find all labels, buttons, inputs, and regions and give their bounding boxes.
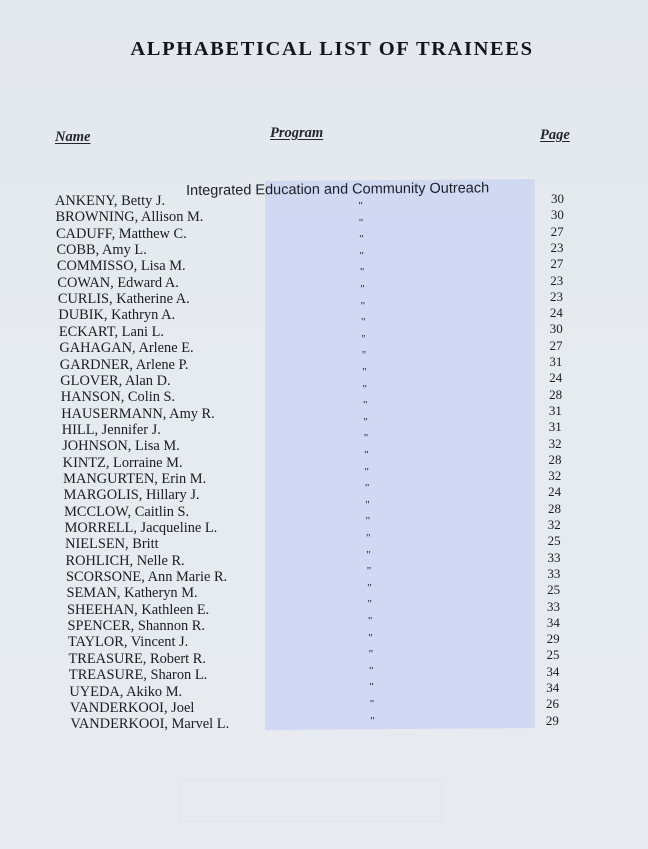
trainee-name: VANDERKOOI, Joel — [69, 699, 195, 716]
trainee-name: COMMISSO, Lisa M. — [56, 258, 186, 275]
ditto-mark: " — [359, 266, 364, 279]
trainee-name: GAHAGAN, Arlene E. — [59, 340, 194, 357]
trainee-name: HILL, Jennifer J. — [61, 421, 161, 438]
trainee-name: VANDERKOOI, Marvel L. — [70, 716, 230, 733]
page-number: 30 — [551, 191, 564, 206]
ditto-mark: " — [360, 299, 365, 312]
page-number: 32 — [547, 517, 561, 532]
trainee-name: TREASURE, Sharon L. — [68, 667, 208, 684]
ditto-mark: " — [368, 648, 373, 661]
trainee-name: JOHNSON, Lisa M. — [62, 438, 180, 455]
trainee-name: HAUSERMANN, Amy R. — [61, 405, 215, 422]
page-number: 32 — [548, 468, 562, 484]
page-number: 31 — [548, 419, 562, 435]
page-number: 34 — [546, 614, 560, 630]
bleed-through-ghost — [180, 780, 442, 822]
trainee-name: CADUFF, Matthew C. — [55, 225, 187, 242]
ditto-mark: " — [369, 664, 373, 677]
ditto-mark: " — [365, 532, 370, 544]
trainee-name: MANGURTEN, Erin M. — [63, 470, 207, 487]
ditto-mark: " — [365, 515, 370, 528]
trainee-name: GARDNER, Arlene P. — [59, 356, 189, 373]
ditto-mark: " — [360, 283, 364, 295]
ditto-mark: " — [366, 565, 371, 578]
ditto-mark: " — [367, 598, 371, 611]
ditto-mark: " — [364, 482, 369, 495]
trainee-name: GLOVER, Alan D. — [60, 372, 171, 389]
page-number: 27 — [550, 256, 564, 272]
column-header-name: Name — [55, 129, 91, 145]
trainee-name: ANKENY, Betty J. — [55, 193, 166, 209]
trainee-name: COBB, Amy L. — [56, 242, 147, 259]
trainee-name: BROWNING, Allison M. — [55, 209, 204, 226]
ditto-mark: " — [363, 415, 367, 428]
trainee-name: NIELSEN, Britt — [65, 536, 159, 553]
ditto-mark: " — [361, 349, 366, 362]
trainee-name: COWAN, Edward A. — [57, 274, 179, 291]
page-number: 31 — [549, 354, 563, 369]
trainee-name: MORRELL, Jacqueline L. — [64, 520, 218, 536]
page-number: 30 — [550, 207, 564, 223]
program-label: Integrated Education and Community Outreach — [186, 180, 490, 199]
ditto-mark: " — [364, 449, 368, 461]
page-number: 33 — [547, 565, 561, 581]
page-number: 24 — [549, 305, 563, 321]
page-number: 27 — [550, 223, 564, 239]
trainee-name: KINTZ, Lorraine M. — [62, 454, 183, 471]
page-number: 24 — [548, 484, 562, 500]
page-number: 31 — [548, 402, 562, 418]
ditto-mark: " — [364, 465, 368, 478]
program-highlight — [265, 179, 535, 730]
ditto-mark: " — [358, 216, 363, 229]
ditto-mark: " — [361, 316, 365, 329]
trainee-name: MARGOLIS, Hillary J. — [63, 487, 200, 504]
ditto-mark: " — [367, 615, 372, 627]
trainee-name: MCCLOW, Caitlin S. — [64, 503, 190, 520]
page-title: ALPHABETICAL LIST OF TRAINEES — [130, 38, 534, 60]
ditto-mark: " — [368, 631, 372, 644]
page-number: 33 — [547, 598, 560, 614]
trainee-name: SEMAN, Katheryn M. — [66, 585, 198, 602]
ditto-mark: " — [362, 382, 367, 395]
page-number: 28 — [547, 500, 561, 516]
page-number: 29 — [546, 631, 560, 647]
page-number: 32 — [548, 435, 562, 451]
trainee-name: UYEDA, Akiko M. — [69, 683, 183, 700]
ditto-mark: " — [370, 714, 374, 727]
ditto-mark: " — [366, 548, 370, 561]
trainee-name: ROHLICH, Nelle R. — [65, 552, 185, 569]
page-number: 28 — [548, 451, 562, 467]
ditto-mark: " — [362, 399, 367, 412]
ditto-mark: " — [369, 681, 373, 694]
ditto-mark: " — [367, 581, 371, 594]
page-number: 34 — [546, 680, 560, 695]
column-header-program: Program — [270, 125, 324, 141]
trainee-name: SPENCER, Shannon R. — [67, 618, 206, 635]
page-number: 25 — [547, 582, 561, 598]
ditto-mark: " — [369, 698, 374, 710]
page-number: 30 — [549, 321, 563, 337]
trainee-name: TREASURE, Robert R. — [68, 650, 206, 667]
page-number: 26 — [546, 696, 560, 712]
page-number: 23 — [550, 288, 564, 304]
page-number: 25 — [546, 647, 560, 663]
page-number: 29 — [545, 712, 559, 728]
trainee-name: TAYLOR, Vincent J. — [67, 634, 189, 651]
page-number: 28 — [549, 386, 563, 402]
page-number: 23 — [550, 272, 564, 288]
trainee-name: SHEEHAN, Kathleen E. — [67, 601, 210, 618]
page-number: 25 — [547, 533, 561, 549]
page-number: 23 — [550, 239, 564, 255]
page-number: 33 — [547, 549, 561, 565]
ditto-mark: " — [362, 366, 366, 378]
page-number: 24 — [549, 370, 563, 386]
trainee-name: ECKART, Lani L. — [58, 323, 165, 340]
ditto-mark: " — [359, 233, 363, 246]
page-number: 34 — [546, 663, 560, 679]
ditto-mark: " — [363, 432, 368, 445]
trainee-name: DUBIK, Kathryn A. — [58, 307, 176, 324]
ditto-mark: " — [358, 200, 362, 212]
trainee-name: HANSON, Colin S. — [60, 389, 176, 406]
trainee-name: SCORSONE, Ann Marie R. — [66, 569, 228, 586]
ditto-mark: " — [365, 498, 369, 511]
column-header-page: Page — [540, 127, 570, 143]
trainee-name: CURLIS, Katherine A. — [57, 291, 190, 308]
page-number: 27 — [549, 337, 563, 353]
ditto-mark: " — [361, 332, 365, 345]
ditto-mark: " — [359, 249, 364, 262]
